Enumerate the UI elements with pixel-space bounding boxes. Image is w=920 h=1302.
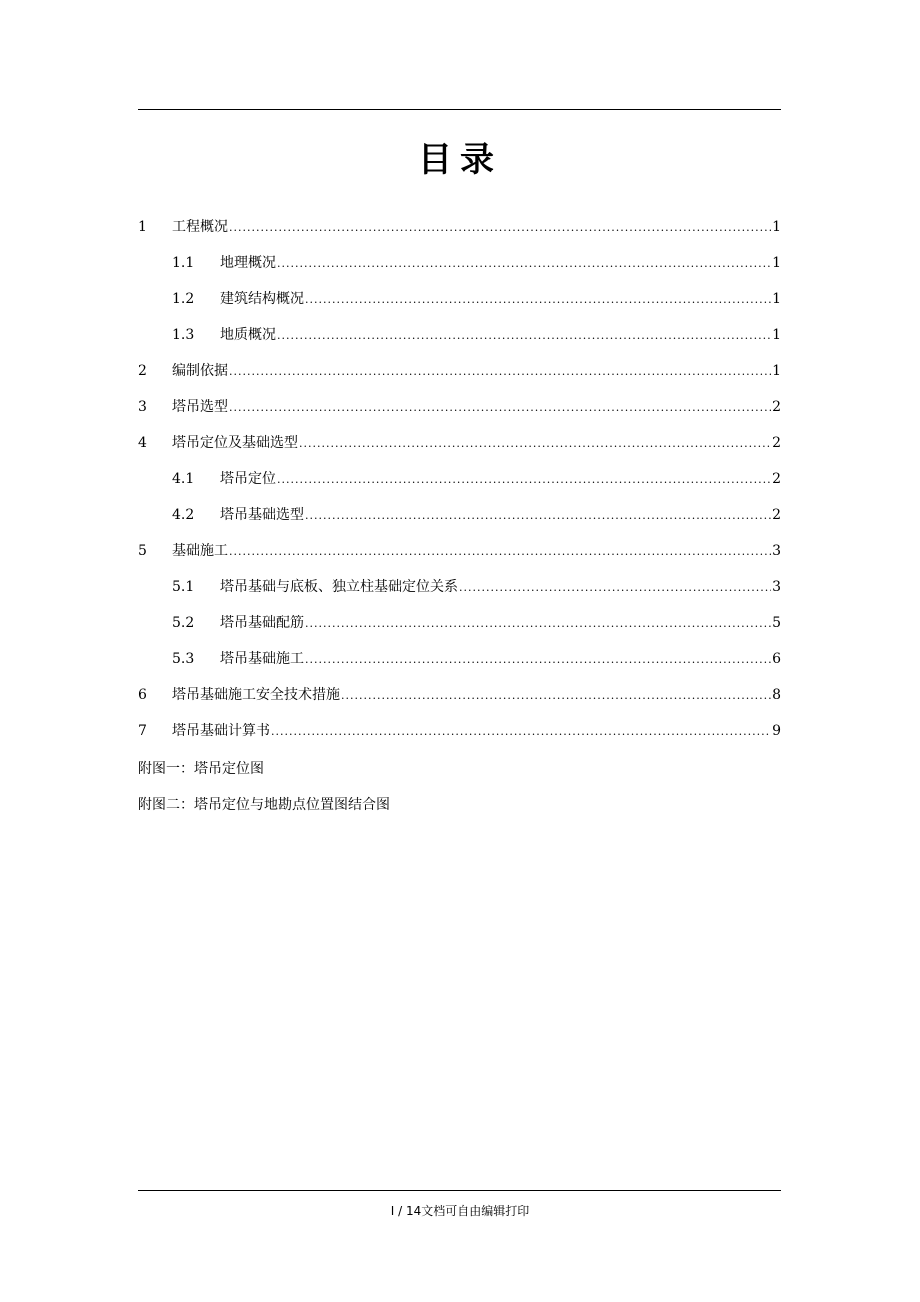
header-rule — [138, 109, 781, 110]
toc-entry-1-3[interactable] — [138, 324, 781, 346]
toc-entry-page: 3 — [772, 579, 781, 595]
toc-leader-dots — [229, 217, 771, 239]
page-footer: I / 14文档可自由编辑打印 — [390, 1204, 530, 1218]
toc-entry-number: 7 — [138, 723, 147, 739]
appendix-figure-2: 附图二：塔吊定位与地勘点位置图结合图 — [138, 797, 390, 813]
toc-entry-number: 5.1 — [172, 579, 195, 595]
toc-entry-number: 5.2 — [172, 615, 195, 631]
toc-leader-dots — [341, 685, 771, 707]
toc-entry-page: 5 — [772, 615, 781, 631]
toc-entry-7[interactable] — [138, 720, 781, 742]
toc-entry-page: 1 — [772, 327, 781, 343]
toc-leader-dots — [277, 325, 771, 347]
toc-leader-dots — [271, 721, 771, 743]
toc-entry-1-2[interactable] — [138, 288, 781, 310]
toc-entry-page: 2 — [772, 399, 781, 415]
toc-entry-6[interactable] — [138, 684, 781, 706]
toc-entry-5-2[interactable] — [138, 612, 781, 634]
toc-entry-title: 建筑结构概况 — [220, 291, 304, 307]
toc-leader-dots — [305, 289, 771, 311]
toc-entry-4-1[interactable] — [138, 468, 781, 490]
toc-entry-number: 2 — [138, 363, 147, 379]
toc-entry-number: 5 — [138, 543, 147, 559]
toc-entry-number: 1.1 — [172, 255, 195, 271]
toc-leader-dots — [305, 613, 771, 635]
toc-entry-page: 3 — [772, 543, 781, 559]
toc-entry-number: 4 — [138, 435, 147, 451]
toc-entry-number: 1.2 — [172, 291, 195, 307]
toc-leader-dots — [277, 469, 771, 491]
toc-leader-dots — [305, 649, 771, 671]
toc-leader-dots — [459, 577, 771, 599]
page-title: 目录 — [418, 140, 502, 180]
toc-entry-1[interactable] — [138, 216, 781, 238]
toc-entry-title: 编制依据 — [172, 363, 228, 379]
toc-entry-4[interactable] — [138, 432, 781, 454]
toc-leader-dots — [229, 541, 771, 563]
toc-leader-dots — [277, 253, 771, 275]
toc-entry-5-3[interactable] — [138, 648, 781, 670]
toc-entry-5[interactable] — [138, 540, 781, 562]
toc-entry-number: 6 — [138, 687, 147, 703]
toc-entry-title: 工程概况 — [172, 219, 228, 235]
toc-leader-dots — [299, 433, 771, 455]
toc-entry-number: 1 — [138, 219, 147, 235]
toc-entry-page: 1 — [772, 255, 781, 271]
toc-entry-number: 5.3 — [172, 651, 195, 667]
toc-entry-2[interactable] — [138, 360, 781, 382]
toc-entry-title: 塔吊基础计算书 — [172, 723, 270, 739]
toc-entry-number: 4.1 — [172, 471, 195, 487]
toc-entry-title: 塔吊选型 — [172, 399, 228, 415]
toc-entry-4-2[interactable] — [138, 504, 781, 526]
toc-entry-page: 9 — [772, 723, 781, 739]
toc-entry-page: 2 — [772, 507, 781, 523]
appendix-figure-1: 附图一：塔吊定位图 — [138, 761, 264, 777]
toc-entry-page: 1 — [772, 219, 781, 235]
toc-entry-5-1[interactable] — [138, 576, 781, 598]
toc-entry-title: 基础施工 — [172, 543, 228, 559]
toc-entry-page: 8 — [772, 687, 781, 703]
toc-entry-page: 1 — [772, 291, 781, 307]
toc-entry-page: 2 — [772, 435, 781, 451]
toc-entry-title: 塔吊基础施工安全技术措施 — [172, 687, 340, 703]
toc-entry-title: 塔吊基础配筋 — [220, 615, 304, 631]
toc-entry-3[interactable] — [138, 396, 781, 418]
toc-leader-dots — [229, 397, 771, 419]
toc-entry-title: 塔吊基础与底板、独立柱基础定位关系 — [220, 579, 458, 595]
toc-entry-title: 地质概况 — [220, 327, 276, 343]
toc-entry-title: 地理概况 — [220, 255, 276, 271]
footer-rule — [138, 1190, 781, 1191]
toc-entry-title: 塔吊定位 — [220, 471, 276, 487]
toc-entry-page: 2 — [772, 471, 781, 487]
toc-entry-1-1[interactable] — [138, 252, 781, 274]
toc-entry-page: 6 — [772, 651, 781, 667]
toc-entry-number: 4.2 — [172, 507, 195, 523]
toc-entry-title: 塔吊基础施工 — [220, 651, 304, 667]
toc-entry-number: 1.3 — [172, 327, 195, 343]
toc-entry-title: 塔吊基础选型 — [220, 507, 304, 523]
toc-entry-number: 3 — [138, 399, 147, 415]
toc-entry-title: 塔吊定位及基础选型 — [172, 435, 298, 451]
toc-leader-dots — [305, 505, 771, 527]
toc-leader-dots — [229, 361, 771, 383]
toc-entry-page: 1 — [772, 363, 781, 379]
